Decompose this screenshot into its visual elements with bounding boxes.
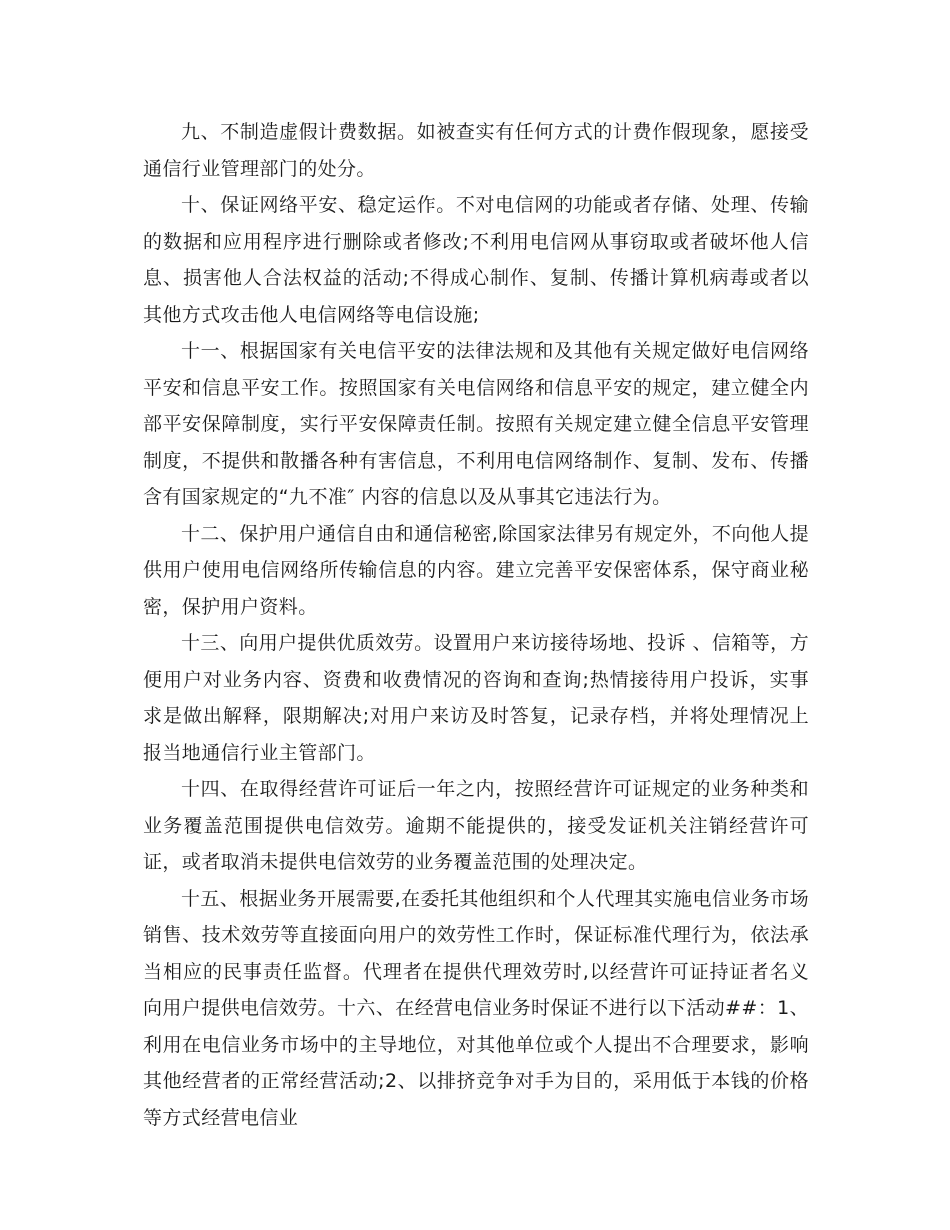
paragraph-clause-9: 九、不制造虚假计费数据。如被查实有任何方式的计费作假现象，愿接受通信行业管理部门的处分。 bbox=[143, 121, 809, 180]
paragraph-clause-14: 十四、在取得经营许可证后一年之内，按照经营许可证规定的业务种类和业务覆盖范围提供电信效劳。逾期不能提供的，接受发证机关注销经营许可证，或者取消未提供电信效劳的业务覆盖范围的处理决定。 bbox=[143, 778, 809, 873]
paragraph-clause-15: 十五、根据业务开展需要,在委托其他组织和个人代理其实施电信业务市场销售、技术效劳等直接面向用户的效劳性工作时，保证标准代理行为，依法承当相应的民事责任监督。代理者在提供代理效劳时,以经营许可证持证者名义向用户提供电信效劳。十六、在经营电信业务时保证不进行以下活动##：1、利用在电信业务市场中的主导地位，对其他单位或个人提出不合理要求，影响其他经营者的正常经营活动;2、以排挤竞争对手为目的，采用低于本钱的价格等方式经营电信业 bbox=[143, 887, 809, 1129]
paragraph-clause-13: 十三、向用户提供优质效劳。设置用户来访接待场地、投诉 、信箱等，方便用户对业务内容、资费和收费情况的咨询和查询;热情接待用户投诉，实事求是做出解释，限期解决;对用户来访及时答复，记录存档，并将处理情况上报当地通信行业主管部门。 bbox=[143, 632, 809, 764]
document-body bbox=[143, 114, 809, 1136]
paragraph-clause-12: 十二、保护用户通信自由和通信秘密,除国家法律另有规定外，不向他人提供用户使用电信网络所传输信息的内容。建立完善平安保密体系，保守商业秘密，保护用户资料。 bbox=[143, 522, 809, 618]
paragraph-clause-11: 十一、根据国家有关电信平安的法律法规和及其他有关规定做好电信网络平安和信息平安工作。按照国家有关电信网络和信息平安的规定，建立健全内部平安保障制度，实行平安保障责任制。按照有关规定建立健全信息平安管理制度，不提供和散播各种有害信息，不利用电信网络制作、复制、发布、传播含有国家规定的“九不准″ 内容的信息以及从事其它违法行为。 bbox=[143, 340, 809, 508]
paragraph-clause-10: 十、保证网络平安、稳定运作。不对电信网的功能或者存储、处理、传输的数据和应用程序进行删除或者修改;不利用电信网从事窃取或者破坏他人信息、损害他人合法权益的活动;不得成心制作、复制、传播计算机病毒或者以其他方式攻击他人电信网络等电信设施; bbox=[143, 194, 809, 326]
